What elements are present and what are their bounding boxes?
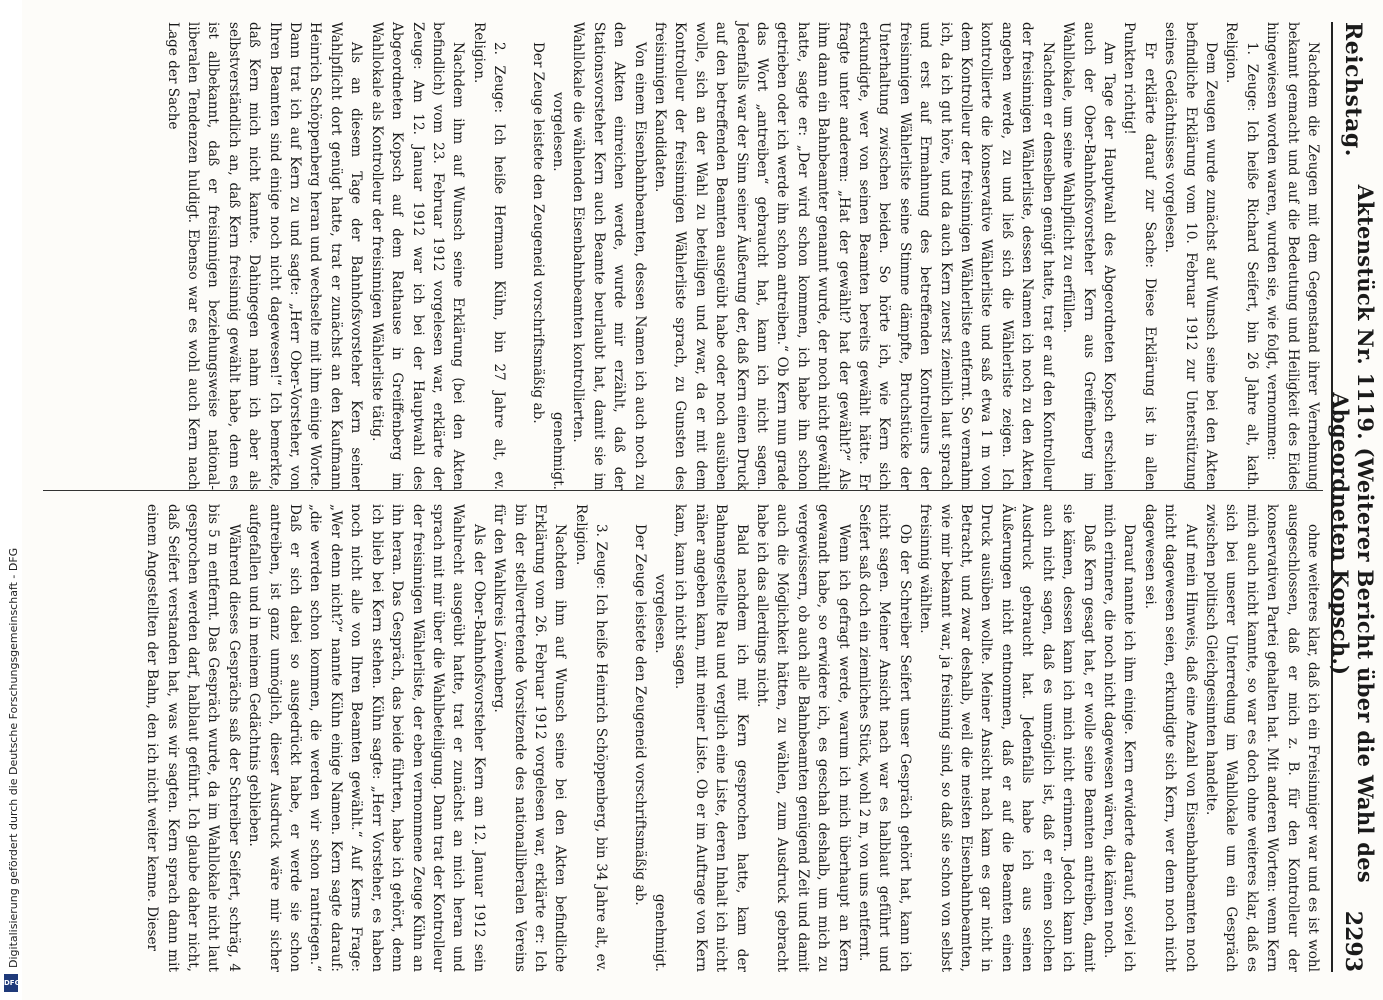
paragraph: Während dieses Gesprächs saß der Schreiber Seifert, schräg, 4 bis 5 m entfernt. Das Gespräch wurde, da im Wahllokale nicht laut gesprochen werden darf, halblaut geführt. Ich glaube daher nicht, daß Seifert verstanden hat, was wir sagten. Kern sprach dann mit einem Angestellten der Bahn, den ich nicht weiter kenne. Dieser <box>144 504 242 972</box>
digitization-strip <box>0 0 22 1000</box>
left-column <box>43 22 1323 490</box>
paragraph: Nachdem ihm auf Wunsch seine Erklärung (bei den Akten befindlich) vom 23. Februar 1912 vorgelesen war, erklärte der Zeuge: Am 12. Januar 1912 war ich bei der Hauptwahl des Abgeordneten Kopsch auf dem Rathause in Greiffenberg im Wahllokale als Kontrolleur der freisinnigen Wählerliste tätig. <box>368 22 467 490</box>
scanned-page <box>28 0 1383 1000</box>
paragraph: Wenn ich gefragt werde, warum ich mich überhaupt an Kern gewandt habe, so erwidere ich, es geschah deshalb, um mich zu vergewissern, ob auch alle Bahnbeamten genügend Zeit und damit auch die Möglichkeit hätten, zu wählen, zum Ausdruck gebracht habe ich das allerdings nicht. <box>754 504 852 972</box>
dfg-logo-icon: DFG <box>4 974 18 992</box>
oath-statement: Der Zeuge leistete den Zeugeneid vorschriftsmäßig ab. <box>529 42 546 424</box>
paragraph: Nachdem er denselben genügt hatte, trat er auf den Kontrolleur der freisinnigen Wählerliste, dessen Namen ich noch zu den Akten angeben werde, zu und ließ sich die Wählerliste zeigen. Ich kontrollierte die konservative Wählerliste und saß etwa 1 m von dem Kontrolleur der freisinnigen Wählerliste entfernt. So vernahm ich, da ich gut höre, und da auch Kern zuerst ziemlich laut sprach und erst auf Ermahnung des betreffenden Kontrolleurs der freisinnigen Wählerliste seine Stimme dämpfte, Bruchstücke der Unterhaltung zwischen beiden. So hörte ich, wie Kern sich erkundigte, wer von seinen Beamten bereits gewählt hätte. Er fragte unter anderem: „Hat der gewählt? hat der gewählt?“ Als ihm dann ein Bahnbeamter genannt wurde, der noch nicht gewählt hatte, sagte er: „Der wird schon kommen, ich habe ihn schon getrieben oder ich werde ihn schon antreiben.“ Ob Kern nun grade das Wort „antreiben“ gebraucht hat, kann ich nicht sagen. Jedenfalls war der Sinn seiner Äußerung der, daß Kern einen Druck auf den betreffenden Beamten ausgeübt habe oder noch ausüben wolle, sich an der Wahl zu beteiligen und zwar, da er mit dem Kontrolleur der freisinnigen Wählerliste sprach, zu Gunsten des freisinnigen Kandidaten. <box>652 22 1056 490</box>
digitization-credit: Digitalisierung gefördert durch die Deutsche Forschungsgemeinschaft - DFG <box>7 547 20 968</box>
paragraph: Darauf nannte ich ihm einige. Kern erwiderte darauf, soviel ich mich erinnere, die noch nicht dagewesen wären, die kämen noch. <box>1100 504 1138 972</box>
paragraph: Dem Zeugen wurde zunächst auf Wunsch seine bei den Akten befindliche Erklärung vom 10. Februar 1912 zur Unterstützung seines Gedächtnisses vorgelesen. <box>1162 22 1219 490</box>
read-approved-line <box>548 22 568 490</box>
paragraph: Ob der Schreiber Seifert unser Gespräch gehört hat, kann ich nicht sagen. Meiner Ansicht nach war es halblaut geführt und Seifert saß doch ein ziemliches Stück, wohl 2 m, von uns entfernt. <box>856 504 913 972</box>
read-label: vorgelesen. <box>652 574 668 654</box>
paragraph: Bald nachdem ich mit Kern gesprochen hatte, kam der Bahnangestellte Rau und verglich eine Liste, deren Inhalt ich nicht näher angeben kann, mit meiner Liste. Ob er im Auftrage von Kern kam, kann ich nicht sagen. <box>672 504 750 972</box>
paragraph: 1. Zeuge: Ich heiße Richard Seifert, bin 26 Jahre alt, kath. Religion. <box>1223 22 1260 490</box>
page-number: 2293 <box>1340 910 1366 972</box>
paragraph: 3. Zeuge: Ich heiße Heinrich Schöppenberg, bin 34 Jahre alt, ev. Religion. <box>572 504 610 972</box>
paragraph: Als der Ober-Bahnhofsvorsteher Kern am 12. Januar 1912 sein Wahlrecht ausgeübt hatte, trat er zunächst an mich heran und sprach mit mir über die Wahlbeteiligung. Dann trat der Kontrolleur der freisinnigen Wählerliste, der eben vernommene Zeuge Kühn an ihn heran. Das Gespräch, das beide führten, habe ich gehört, denn ich blieb bei Kern stehen. Kühn sagte: „Herr Vorsteher, es haben noch nicht alle von Ihren Beamten gewählt.“ Auf Kerns Frage: „Wer denn nicht?“ nannte Kühn einige Namen. Kern sagte darauf: „die werden schon kommen, die werden wir schon rantriegen.“ Daß er sich dabei so ausgedrückt habe, er werde sie schon antreiben, ist ganz unmöglich, dieser Ausdruck wäre mir sicher aufgefallen und in meinem Gedächtnis geblieben. <box>246 504 487 972</box>
paragraph: Auf mein Hinweis, daß eine Anzahl von Eisenbahnbeamten noch nicht dagewesen seien, erkundigte sich Kern, wer denn noch nicht dagewesen sei. <box>1141 504 1199 972</box>
document-page <box>33 22 1378 972</box>
spacer <box>509 22 527 490</box>
header-reichstag: Reichstag. <box>1340 22 1366 157</box>
paragraph: Er erklärte darauf zur Sache: Diese Erklärung ist in allen Punkten richtig! <box>1121 22 1158 490</box>
page-header <box>1328 22 1378 972</box>
paragraph: Daß Kern gesagt hat, er wolle seine Beamten antreiben, damit sie kämen, dessen kann ich mich nicht erinnern. Jedoch kann ich auch nicht sagen, daß es unmöglich ist, daß er einen solchen Ausdruck gebraucht hat. Jedenfalls habe ich aus seinen Äußerungen nicht entnommen, daß er auf die Beamten einen Druck ausüben wollte. Meiner Ansicht nach kam es gar nicht in Betracht, und zwar deshalb, weil die meisten Eisenbahnbeamten, wie mir bekannt war, ja freisinnig sind, so daß sie schon von selbst freisinnig wählten. <box>917 504 1097 972</box>
paragraph: ohne weiteres klar, daß ich ein Freisinniger war und es ist wohl ausgeschlossen, daß er mich z. B. für den Kontrolleur der konservativen Partei gehalten hat. Mit anderen Worten: wenn Kern mich auch nicht kannte, so war es doch ohne weiteres klar, daß es sich bei unserer Unterredung im Wahllokale um ein Gespräch zwischen politisch Gleichgesinnten handelte. <box>1202 504 1321 972</box>
right-column <box>43 504 1323 972</box>
paragraph: Nachdem ihm auf Wunsch seine bei den Akten befindliche Erklärung vom 26. Februar 1912 vorgelesen war, erklärte er: Ich bin der stellvertretende Vorsitzende des nationalliberalen Vereins für den Wahlkreis Löwenberg. <box>491 504 569 972</box>
approved-label: genehmigt. <box>549 411 566 490</box>
header-title: Aktenstück Nr. 1119. (Weiterer Bericht über die Wahl des Abgeordneten Kopsch.) <box>1328 184 1378 884</box>
paragraph: Von einem Eisenbahnbeamten, dessen Namen ich auch noch zu den Akten einreichen werde, wurde mir erzählt, daß der Stationsvorsteher Kern auch Beamte beurlaubt hat, damit sie im Wahllokale die wählenden Eisenbahnbeamten kontrollierten. <box>570 22 648 490</box>
read-label: vorgelesen. <box>549 92 566 172</box>
paragraph: Am Tage der Hauptwahl des Abgeordneten Kopsch erschien auch der Ober-Bahnhofsvorsteher Kern aus Greiffenberg im Wahllokale, um seine Wahlpflicht zu erfüllen. <box>1060 22 1117 490</box>
text-columns <box>43 22 1323 972</box>
paragraph: Nachdem die Zeugen mit dem Gegenstand ihrer Vernehmung bekannt gemacht und auf die Bedeutung und Heiligkeit des Eides hingewiesen worden waren, wurden sie, wie folgt, vernommen: <box>1264 22 1321 490</box>
read-approved-line <box>650 504 670 972</box>
paragraph: Als an diesem Tage der Bahnhofsvorsteher Kern seiner Wahlpflicht dort genügt hatte, trat er zunächst an den Kaufmann Heinrich Schöppenberg heran und wechselte mit ihm einige Worte. Dann trat ich auf Kern zu und sagte: „Herr Ober-Vorsteher, von Ihren Beamten sind einige noch nicht dagewesen!“ Ich bemerkte, daß Kern mich nicht kannte. Dahingegen nahm ich aber als selbstverständlich an, daß Kern freisinnig gewählt habe, denn es ist allbekannt, daß er freisinnigen beziehungsweise national-liberalen Tendenzen huldigt. Ebenso war es wohl auch Kern nach Lage der Sache <box>164 22 365 490</box>
approved-label: genehmigt. <box>652 893 668 972</box>
paragraph: 2. Zeuge: Ich heiße Hermann Kühn, bin 27 Jahre alt, ev. Religion. <box>470 22 508 490</box>
oath-statement: Der Zeuge leistete den Zeugeneid vorschriftsmäßig ab. <box>631 524 648 906</box>
spacer <box>611 504 629 972</box>
